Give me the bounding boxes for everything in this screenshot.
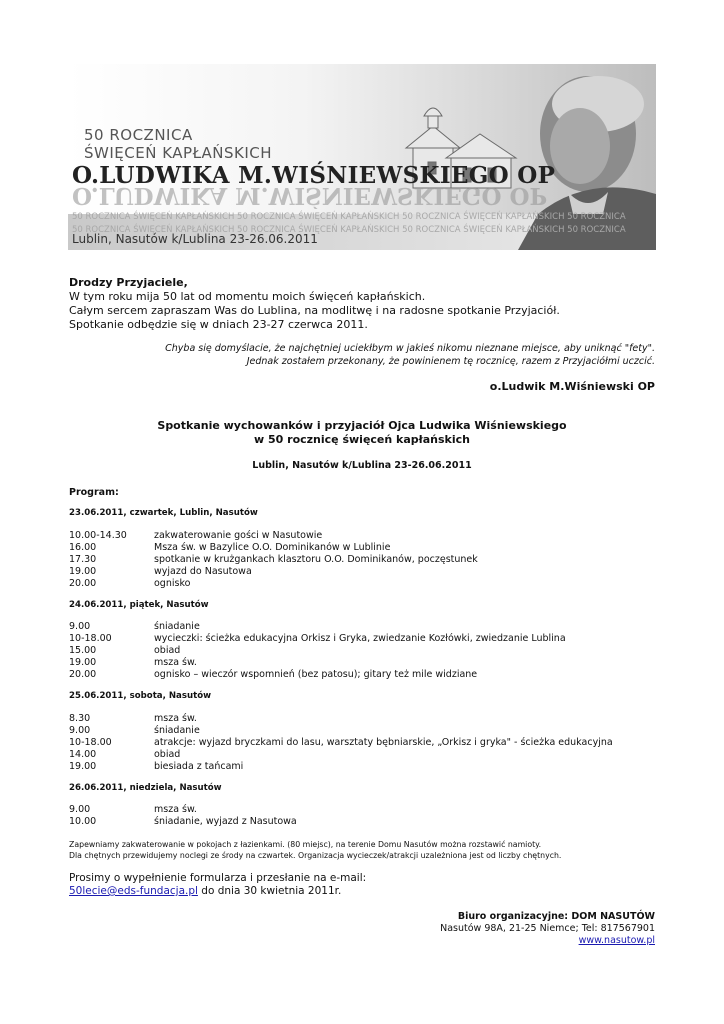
item-desc: spotkanie w krużgankach klasztoru O.O. Dominikanów, poczęstunek: [154, 554, 478, 565]
item-time: 19.00: [69, 761, 97, 772]
item-desc: zakwaterowanie gości w Nasutowie: [154, 530, 323, 541]
program-label: Program:: [69, 487, 119, 498]
item-desc: wycieczki: ścieżka edukacyjna Orkisz i Gryka, zwiedzanie Kozłówki, zwiedzanie Lublina: [154, 633, 566, 644]
quote-line: Jednak zostałem przekonany, że powinienem tę rocznicę, razem z Przyjaciółmi uczcić.: [246, 356, 655, 367]
item-time: 10-18.00: [69, 633, 112, 644]
greeting: Drodzy Przyjaciele,: [69, 276, 188, 289]
item-time: 10.00-14.30: [69, 530, 127, 541]
day-title: 23.06.2011, czwartek, Lublin, Nasutów: [69, 508, 258, 518]
meeting-title: Spotkanie wychowanków i przyjaciół Ojca Ludwika Wiśniewskiego: [157, 419, 567, 432]
item-time: 9.00: [69, 621, 91, 632]
item-time: 16.00: [69, 542, 97, 553]
banner-name-line: O.LUDWIKA M.WIŚNIEWSKIEGO OP: [72, 162, 556, 189]
item-time: 19.00: [69, 566, 97, 577]
meeting-place: Lublin, Nasutów k/Lublina 23-26.06.2011: [252, 460, 472, 471]
email-link[interactable]: 50lecie@eds-fundacja.pl: [69, 885, 198, 897]
note-line: Dla chętnych przewidujemy noclegi ze środy na czwartek. Organizacja wycieczek/atrakcji uzależniona jest od liczby chętnych.: [69, 851, 562, 860]
item-desc: msza św.: [154, 804, 197, 815]
item-time: 14.00: [69, 749, 97, 760]
meeting-subtitle: w 50 rocznicę święceń kapłańskich: [254, 433, 470, 446]
item-desc: obiad: [154, 645, 181, 656]
item-time: 20.00: [69, 669, 97, 680]
form-deadline-line: [69, 885, 341, 898]
item-time: 15.00: [69, 645, 97, 656]
item-time: 19.00: [69, 657, 97, 668]
office-address: Nasutów 98A, 21-25 Niemce; Tel: 817567901: [440, 923, 655, 934]
item-desc: ognisko: [154, 578, 191, 589]
day-title: 24.06.2011, piątek, Nasutów: [69, 600, 209, 610]
item-time: 8.30: [69, 713, 91, 724]
item-desc: śniadanie: [154, 621, 200, 632]
item-desc: wyjazd do Nasutowa: [154, 566, 252, 577]
banner-ordination-line: ŚWIĘCEŃ KAPŁAŃSKICH: [84, 144, 273, 162]
item-time: 10.00: [69, 816, 97, 827]
day-title: 26.06.2011, niedziela, Nasutów: [69, 783, 222, 793]
header-banner: [68, 64, 656, 250]
office-website-row: [579, 934, 655, 947]
quote-line: Chyba się domyślacie, że najchętniej uciekłbym w jakieś nikomu nieznane miejsce, aby uniknąć "fety".: [165, 343, 655, 354]
item-desc: obiad: [154, 749, 181, 760]
banner-name-reflection: O.LUDWIKA M.WIŚNIEWSKIEGO OP: [72, 182, 547, 209]
day-title: 25.06.2011, sobota, Nasutów: [69, 691, 212, 701]
item-time: 20.00: [69, 578, 97, 589]
item-desc: śniadanie, wyjazd z Nasutowa: [154, 816, 297, 827]
item-time: 9.00: [69, 804, 91, 815]
signature: o.Ludwik M.Wiśniewski OP: [489, 380, 655, 393]
banner-anniversary-line: 50 ROCZNICA: [84, 126, 193, 144]
item-desc: Msza św. w Bazylice O.O. Dominikanów w Lublinie: [154, 542, 391, 553]
website-link[interactable]: www.nasutow.pl: [578, 935, 655, 946]
banner-caption: Lublin, Nasutów k/Lublina 23-26.06.2011: [72, 232, 318, 246]
item-desc: biesiada z tańcami: [154, 761, 244, 772]
form-deadline: do dnia 30 kwietnia 2011r.: [197, 885, 342, 897]
item-time: 9.00: [69, 725, 91, 736]
item-desc: msza św.: [154, 713, 197, 724]
letter-line: Całym sercem zapraszam Was do Lublina, na modlitwę i na radosne spotkanie Przyjaciół.: [69, 304, 560, 317]
item-desc: msza św.: [154, 657, 197, 668]
note-line: Zapewniamy zakwaterowanie w pokojach z łazienkami. (80 miejsc), na terenie Domu Nasutów można rozstawić namioty.: [69, 840, 542, 849]
office-title: Biuro organizacyjne: DOM NASUTÓW: [457, 911, 655, 922]
item-time: 17.30: [69, 554, 97, 565]
item-desc: śniadanie: [154, 725, 200, 736]
letter-line: W tym roku mija 50 lat od momentu moich święceń kapłańskich.: [69, 290, 426, 303]
form-instruction: Prosimy o wypełnienie formularza i przesłanie na e-mail:: [69, 872, 367, 884]
item-desc: ognisko – wieczór wspomnień (bez patosu); gitary też mile widziane: [154, 669, 478, 680]
item-time: 10-18.00: [69, 737, 112, 748]
letter-line: Spotkanie odbędzie się w dniach 23-27 czerwca 2011.: [69, 318, 368, 331]
banner-echo-text: 50 ROCZNICA ŚWIĘCEŃ KAPŁAŃSKICH 50 ROCZNICA ŚWIĘCEŃ KAPŁAŃSKICH 50 ROCZNICA ŚWIĘCEŃ KAPŁAŃSKICH 50 ROCZNICA: [72, 225, 626, 235]
banner-echo-text: 50 ROCZNICA ŚWIĘCEŃ KAPŁAŃSKICH 50 ROCZNICA ŚWIĘCEŃ KAPŁAŃSKICH 50 ROCZNICA ŚWIĘCEŃ KAPŁAŃSKICH 50 ROCZNICA: [72, 212, 626, 222]
item-desc: atrakcje: wyjazd bryczkami do lasu, warsztaty bębniarskie, „Orkisz i gryka" - ścieżka edukacyjna: [154, 737, 613, 748]
